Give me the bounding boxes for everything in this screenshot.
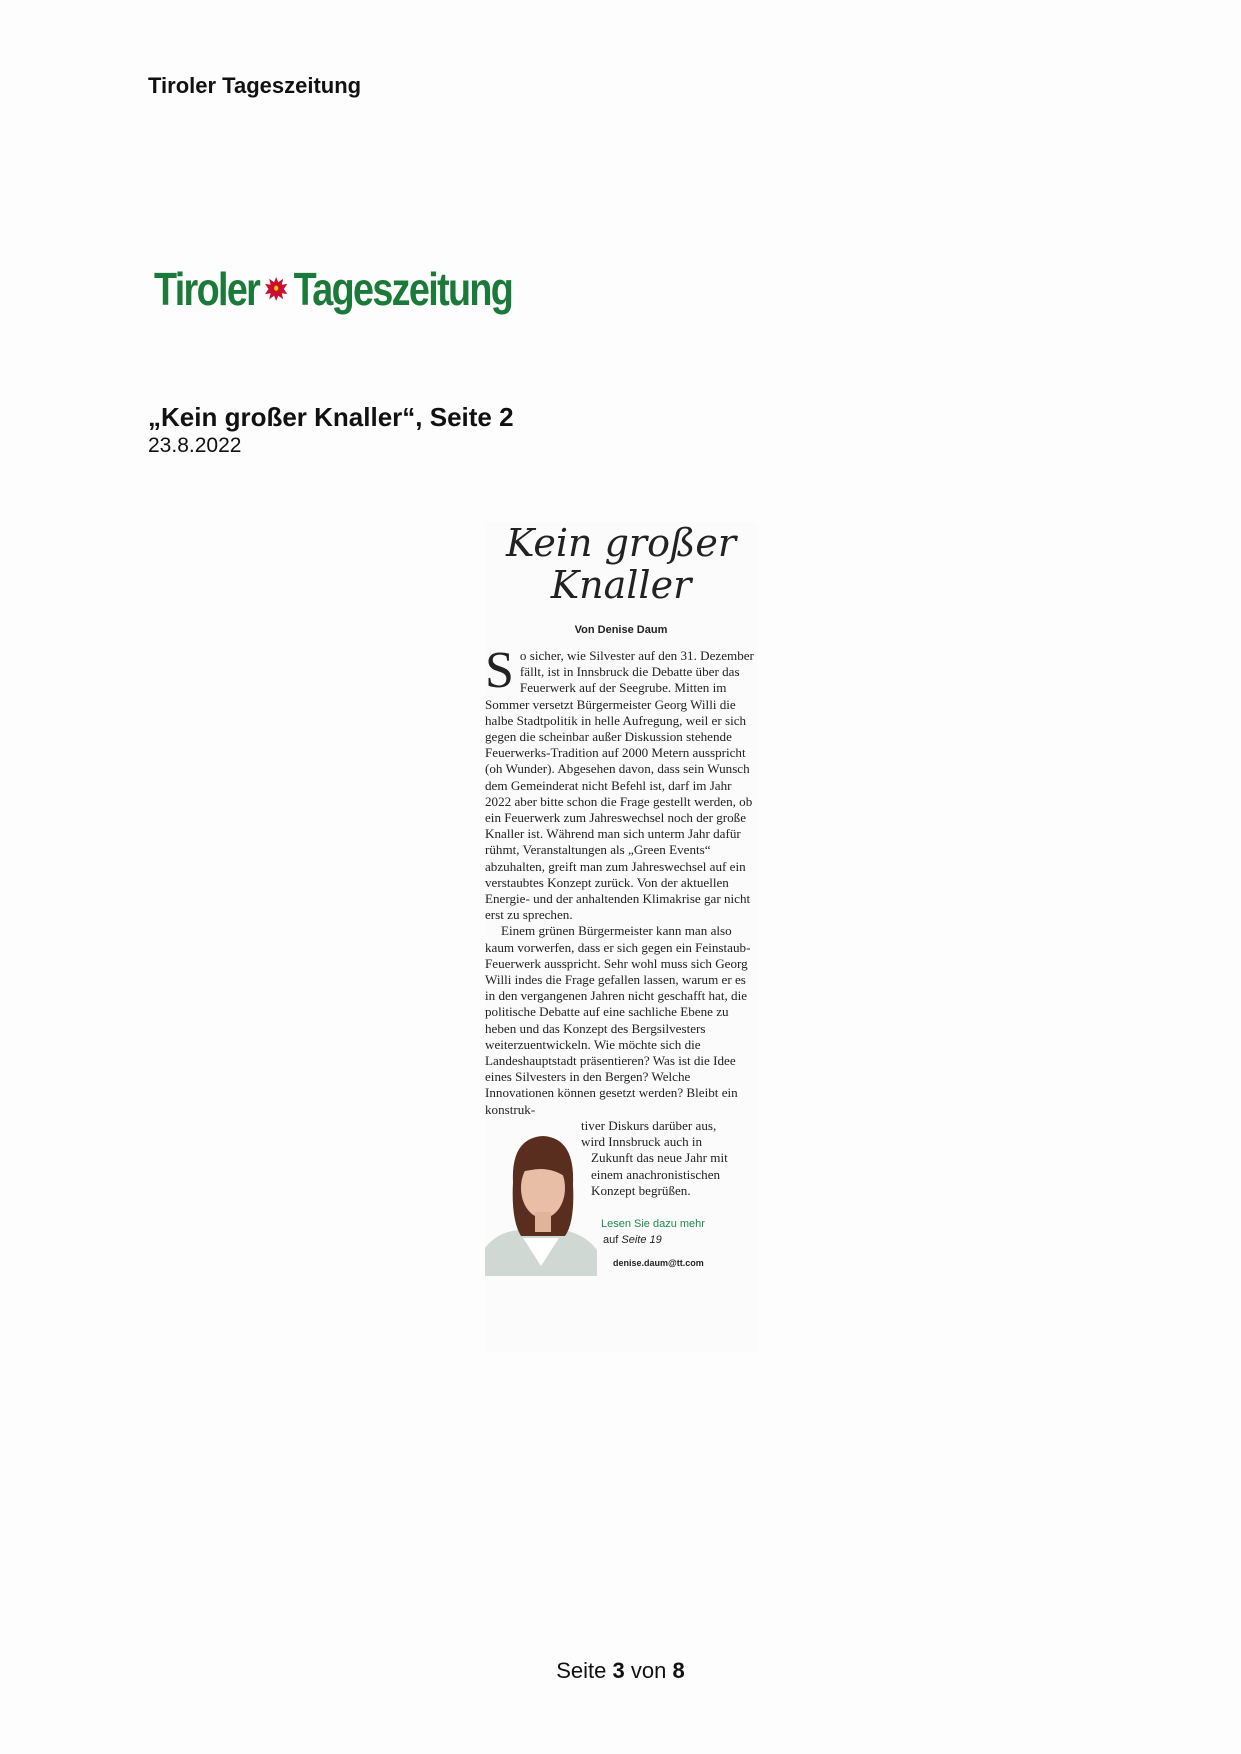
article-clipping bbox=[485, 522, 757, 1352]
newspaper-logo bbox=[154, 262, 512, 316]
logo-text-right: Tageszeitung bbox=[293, 263, 513, 315]
footer-middle: von bbox=[630, 1658, 667, 1683]
read-more-prefix: auf bbox=[603, 1233, 619, 1246]
headline-line-1: Kein großer bbox=[506, 521, 736, 565]
read-more-reference bbox=[603, 1234, 662, 1246]
article-headline bbox=[485, 522, 757, 606]
tail-line: einem anachronistischen bbox=[591, 1166, 721, 1182]
document-date: 23.8.2022 bbox=[148, 434, 242, 457]
author-email: denise.daum@tt.com bbox=[613, 1257, 704, 1268]
source-title: Tiroler Tageszeitung bbox=[148, 73, 362, 98]
paragraph-1 bbox=[485, 642, 757, 923]
read-more-label: Lesen Sie dazu mehr bbox=[601, 1217, 705, 1230]
article-byline: Von Denise Daum bbox=[574, 624, 668, 636]
tail-line: tiver Diskurs darüber aus, bbox=[581, 1117, 717, 1133]
paragraph-1-text: o sicher, wie Silvester auf den 31. Dezember fällt, ist in Innsbruck die Debatte über das Feuerwerk auf der Seegrube. Mitten im Sommer versetzt Bürgermeister Georg Willi die halbe Stadtpolitik in helle Aufregung, weil er sich gegen die scheinbar außer Diskussion stehende Feuerwerks-Tradition auf 2000 Metern ausspricht (oh Wunder). Abgesehen davon, dass sein Wunsch dem Gemeinderat nicht Befehl ist, darf im Jahr 2022 aber bitte schon die Frage gestellt werden, ob ein Feuerwerk zum Jahreswechsel noch der große Knaller ist. Während man sich unterm Jahr dafür rühmt, Veranstaltungen als „Green Events“ abzuhalten, greift man zum Jahreswechsel auf ein verstaubtes Konzept zurück. Von der aktuellen Energie- und der anhaltenden Klimakrise gar nicht erst zu sprechen. bbox=[485, 648, 754, 923]
tail-line: wird Innsbruck auch in bbox=[581, 1134, 703, 1150]
page-footer bbox=[0, 1658, 1241, 1684]
headline-line-2: Knaller bbox=[550, 563, 692, 607]
article-body bbox=[485, 642, 757, 1118]
read-more-page: Seite 19 bbox=[621, 1233, 662, 1246]
tail-line: Konzept begrüßen. bbox=[591, 1182, 691, 1198]
logo-text-left: Tiroler bbox=[154, 263, 260, 315]
footer-prefix: Seite bbox=[556, 1658, 607, 1683]
tail-text bbox=[581, 1118, 757, 1199]
footer-total-pages: 8 bbox=[672, 1658, 685, 1683]
paragraph-2: Einem grünen Bürgermeister kann man also kaum vorwerfen, dass er sich gegen ein Feinstaub-Feuerwerk ausspricht. Sehr wohl muss sich Georg Willi indes die Frage gefallen lassen, warum er es in den vergangenen Jahren nicht geschafft hat, die politische Debatte auf eine sachliche Ebene zu heben und das Konzept des Bergsilvesters weiterzuentwickeln. Wie möchte sich die Landeshauptstadt präsentieren? Was ist die Idee eines Silvesters in den Bergen? Welche Innovationen können gesetzt werden? Bleibt ein konstruk- bbox=[485, 923, 751, 1117]
article-tail bbox=[485, 1118, 757, 1293]
document-title: „Kein großer Knaller“, Seite 2 bbox=[148, 402, 514, 432]
tyrolean-eagle-icon bbox=[262, 272, 290, 306]
drop-cap: S bbox=[485, 642, 514, 699]
tail-line: Zukunft das neue Jahr mit bbox=[591, 1150, 728, 1166]
footer-current-page: 3 bbox=[612, 1658, 625, 1683]
